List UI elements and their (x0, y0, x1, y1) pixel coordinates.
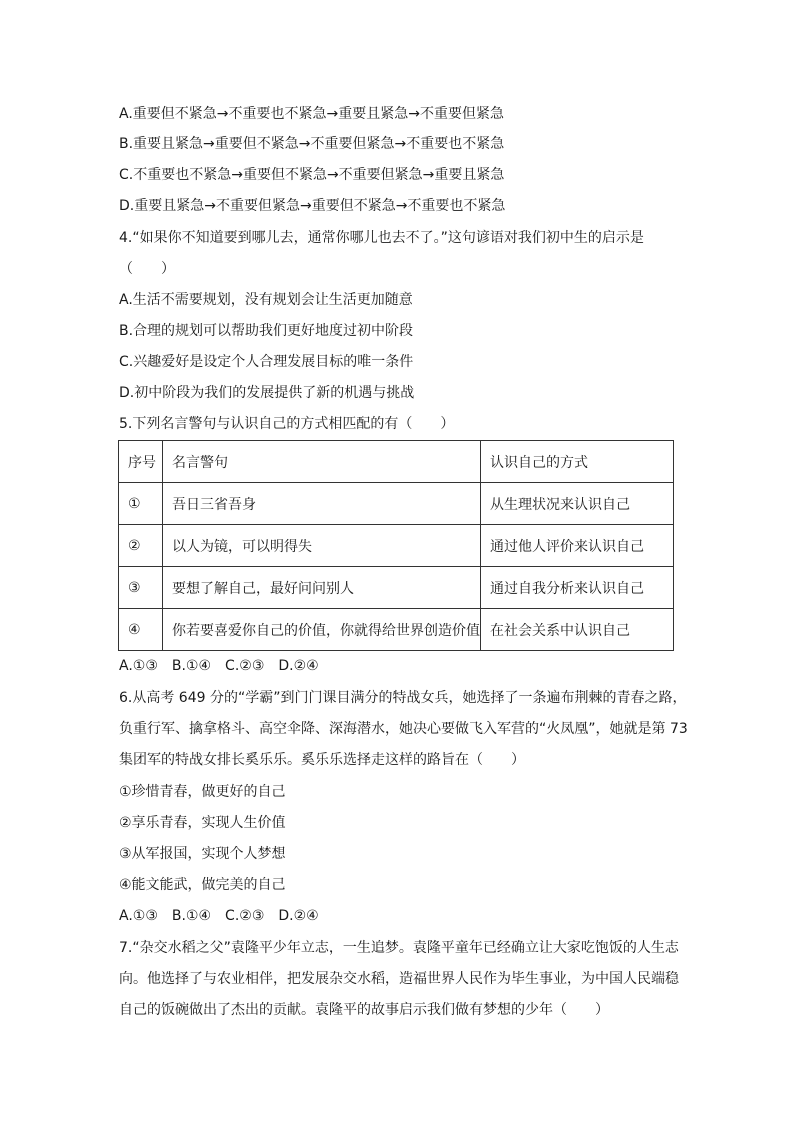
q4-option-a: A.生活不需要规划，没有规划会让生活更加随意 (119, 292, 413, 308)
table-cell: 通过自我分析来认识自己 (481, 567, 674, 609)
table-cell: 要想了解自己，最好问问别人 (163, 567, 481, 609)
table-row (119, 483, 674, 525)
header-cell: 名言警句 (163, 441, 481, 483)
q7-stem-line-3: 自己的饭碗做出了杰出的贡献。袁隆平的故事启示我们做有梦想的少年（ ） (119, 1002, 609, 1018)
q4-answer-blank: （ ） (119, 261, 175, 277)
table-cell: 以人为镜，可以明得失 (163, 525, 481, 567)
table-row (119, 567, 674, 609)
q4-option-b: B.合理的规划可以帮助我们更好地度过初中阶段 (119, 323, 414, 339)
q6-answers: A.①③ B.①④ C.②③ D.②④ (119, 908, 319, 924)
table-header-row (119, 441, 674, 483)
table-cell: 通过他人评价来认识自己 (481, 525, 674, 567)
table-cell: ① (119, 483, 163, 525)
q3-option-c: C.不重要也不紧急→重要但不紧急→不重要但紧急→重要且紧急 (119, 167, 505, 183)
q5-answers: A.①③ B.①④ C.②③ D.②④ (119, 658, 319, 674)
header-cell: 认识自己的方式 (481, 441, 674, 483)
header-cell: 序号 (119, 441, 163, 483)
q6-item-4: ④能文能武，做完美的自己 (119, 877, 286, 893)
q7-stem-line-1: 7.“杂交水稻之父”袁隆平少年立志，一生追梦。袁隆平童年已经确立让大家吃饱饭的人生志 (119, 940, 679, 956)
table-cell: 吾日三省吾身 (163, 483, 481, 525)
q5-table (118, 440, 674, 651)
q6-item-1: ①珍惜青春，做更好的自己 (119, 784, 286, 800)
table-cell: 你若要喜爱你自己的价值，你就得给世界创造价值 (163, 609, 481, 651)
q4-option-d: D.初中阶段为我们的发展提供了新的机遇与挑战 (119, 385, 415, 401)
table-cell: 从生理状况来认识自己 (481, 483, 674, 525)
q7-stem-line-2: 向。他选择了与农业相伴，把发展杂交水稻，造福世界人民作为毕生事业，为中国人民端稳 (119, 971, 679, 987)
q3-option-d: D.重要且紧急→不重要但紧急→重要但不紧急→不重要也不紧急 (119, 198, 506, 214)
table-row (119, 525, 674, 567)
q6-item-2: ②享乐青春，实现人生价值 (119, 815, 286, 831)
table-cell: ② (119, 525, 163, 567)
q5-stem: 5.下列名言警句与认识自己的方式相匹配的有（ ） (119, 416, 455, 432)
q6-stem-line-2: 负重行军、擒拿格斗、高空伞降、深海潜水，她决心要做飞入军营的“火凤凰”，她就是第 73 (119, 721, 688, 737)
q3-option-a: A.重要但不紧急→不重要也不紧急→重要且紧急→不重要但紧急 (119, 106, 504, 122)
table-cell: ③ (119, 567, 163, 609)
table-cell: ④ (119, 609, 163, 651)
q6-item-3: ③从军报国，实现个人梦想 (119, 846, 286, 862)
q3-option-b: B.重要且紧急→重要但不紧急→不重要但紧急→不重要也不紧急 (119, 136, 505, 152)
table-row (119, 609, 674, 651)
q6-stem-line-1: 6.从高考 649 分的“学霸”到门门课目满分的特战女兵，她选择了一条遍布荆棘的青春之路， (119, 690, 687, 706)
q4-stem: 4.“如果你不知道要到哪儿去，通常你哪儿也去不了。”这句谚语对我们初中生的启示是 (119, 230, 644, 246)
q4-option-c: C.兴趣爱好是设定个人合理发展目标的唯一条件 (119, 354, 414, 370)
q6-stem-line-3: 集团军的特战女排长奚乐乐。奚乐乐选择走这样的路旨在（ ） (119, 752, 525, 768)
table-cell: 在社会关系中认识自己 (481, 609, 674, 651)
